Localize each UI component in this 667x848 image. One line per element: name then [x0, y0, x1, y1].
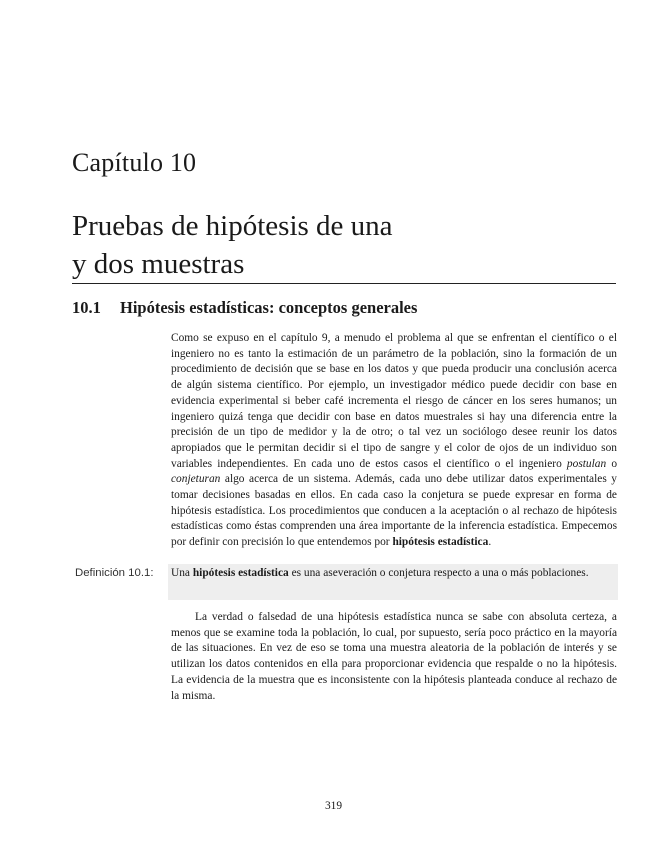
chapter-title-line-1: Pruebas de hipótesis de una: [72, 210, 393, 242]
intro-text-part-2: algo acerca de un sistema. Además, cada uno debe utilizar datos experimentales y tomar decisiones basadas en ellos. En cada caso la conjetura se puede expresar en forma de hipótesis estadística. Los procedimientos que conducen a la aceptación o al rechazo de hipótesis estadísticas como éstas comprenden una área importante de la inferencia estadística. Empecemos por definir con precisión lo que entendemos por: [171, 473, 617, 549]
title-divider: [72, 283, 616, 284]
definition-prefix: Una: [171, 567, 190, 579]
definition-body: es una aseveración o conjetura respecto a una o más poblaciones.: [291, 567, 589, 579]
section-heading: [72, 298, 417, 318]
italic-conjeturan: conjeturan: [171, 473, 221, 486]
chapter-title: [72, 207, 393, 283]
bold-term: hipótesis estadística: [392, 536, 489, 549]
body-paragraph: La verdad o falsedad de una hipótesis estadística nunca se sabe con absoluta certeza, a menos que se examine toda la población, lo cual, por supuesto, sería poco práctico en la mayoría de las situaciones. En vez de eso se toma una muestra aleatoria de la población de interés y se utilizan los datos contenidos en ella para proporcionar evidencia que respalde o no la hipótesis. La evidencia de la muestra que es inconsistente con la hipótesis planteada conduce al rechazo de la misma.: [171, 611, 617, 702]
chapter-label: Capítulo 10: [72, 148, 197, 177]
intro-text-part-1: Como se expuso en el capítulo 9, a menudo el problema al que se enfrentan el científico o el ingeniero no es tanto la estimación de un parámetro de la población, sino la formación de un procedimiento de decisión que se base en los datos y que pueda producir una conclusión acerca de algún sistema científico. Por ejemplo, un investigador médico puede decidir con base en evidencia experimental si beber café incrementa el riesgo de cáncer en los seres humanos; un ingeniero quizá tenga que decidir con base en datos muestrales si hay una diferencia entre la precisión de un tipo de medidor y la de otro; o tal vez un sociólogo desee reunir los datos apropiados que le permitan decidir si el tipo de sangre y el color de ojos de un individuo son variables independientes. En cada uno de estos casos el científico o el ingeniero: [171, 332, 617, 470]
section-title: Hipótesis estadísticas: conceptos generales: [120, 298, 418, 317]
section-number: 10.1: [72, 298, 101, 317]
definition-bold-term: hipótesis estadística: [192, 567, 289, 579]
definition-label: Definición 10.1:: [75, 567, 154, 579]
intro-end: .: [488, 536, 492, 549]
page-number: 319: [324, 800, 343, 812]
chapter-title-line-2: y dos muestras: [72, 248, 245, 280]
definition-text: [171, 566, 617, 582]
intro-connector: o: [611, 457, 618, 470]
intro-paragraph: [171, 331, 617, 551]
italic-postulan: postulan: [566, 457, 607, 470]
